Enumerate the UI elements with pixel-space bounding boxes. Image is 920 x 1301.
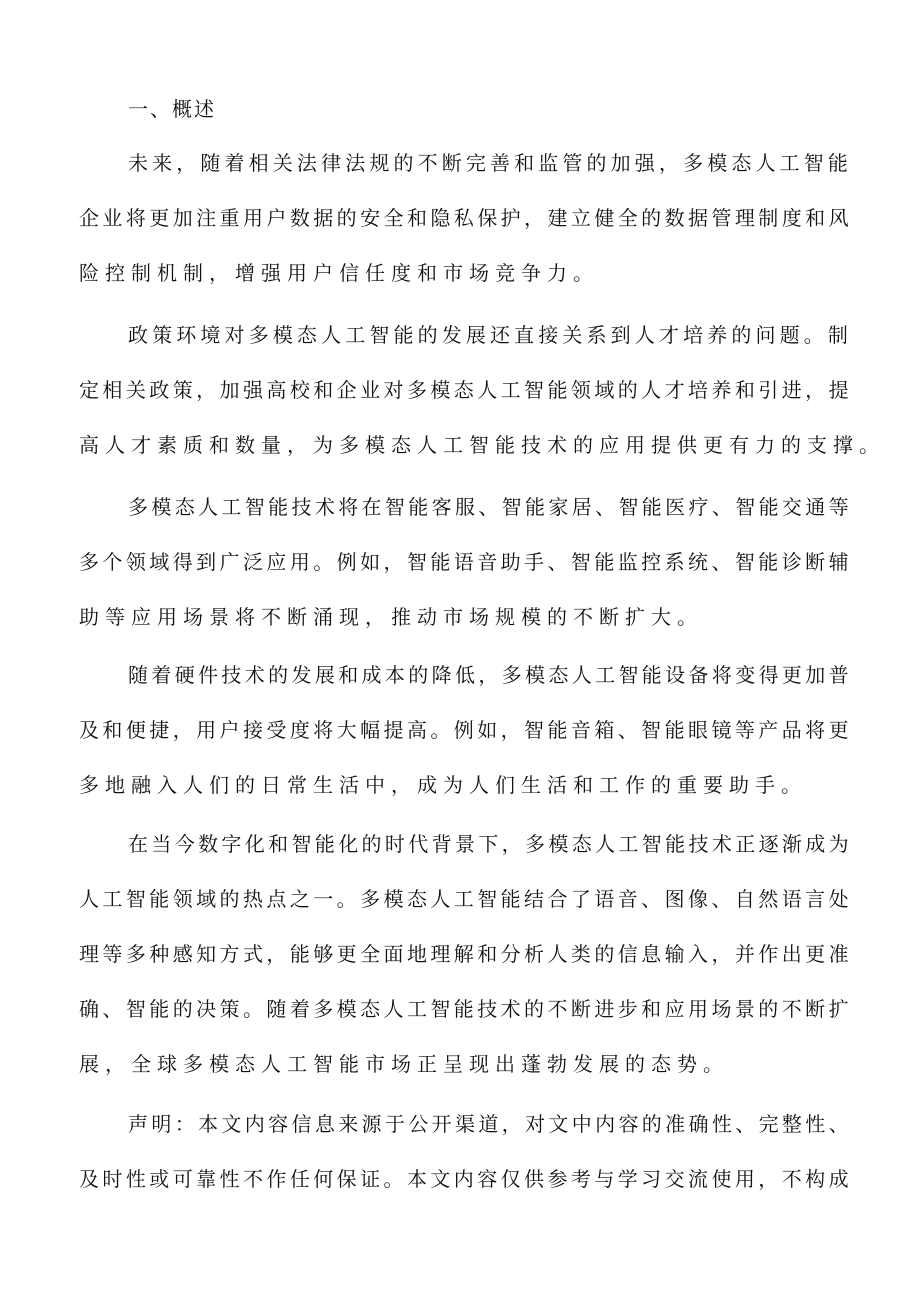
paragraph-applications-line	[0, 547, 920, 577]
text-line: 理等多种感知方式，能够更全面地理解和分析人类的信息输入，并作出更准	[79, 942, 852, 966]
text-line: 及和便捷，用户接受度将大幅提高。例如，智能音箱、智能眼镜等产品将更	[79, 718, 852, 742]
text-line: 险控制机制，增强用户信任度和市场竞争力。	[79, 261, 599, 285]
paragraph-disclaimer-line	[0, 1164, 920, 1194]
paragraph-hardware-line	[0, 660, 920, 690]
text-line: 企业将更加注重用户数据的安全和隐私保护，建立健全的数据管理制度和风	[79, 206, 852, 230]
paragraph-applications-line	[0, 602, 920, 632]
paragraph-market-trend-line	[0, 994, 920, 1024]
text-line: 确、智能的决策。随着多模态人工智能技术的不断进步和应用场景的不断扩	[79, 997, 852, 1021]
text-line: 政策环境对多模态人工智能的发展还直接关系到人才培养的问题。制	[128, 323, 852, 347]
text-line: 多个领域得到广泛应用。例如，智能语音助手、智能监控系统、智能诊断辅	[79, 550, 852, 574]
text-line: 助等应用场景将不断涌现，推动市场规模的不断扩大。	[79, 605, 703, 629]
paragraph-talent-policy-line	[0, 320, 920, 350]
text-line: 多模态人工智能技术将在智能客服、智能家居、智能医疗、智能交通等	[128, 495, 852, 519]
text-line: 随着硬件技术的发展和成本的降低，多模态人工智能设备将变得更加普	[128, 663, 852, 687]
paragraph-hardware-line	[0, 770, 920, 800]
paragraph-applications-line	[0, 492, 920, 522]
text-line: 定相关政策，加强高校和企业对多模态人工智能领域的人才培养和引进，提	[79, 378, 852, 402]
text-line: 在当今数字化和智能化的时代背景下，多模态人工智能技术正逐渐成为	[128, 832, 852, 856]
text-line: 未来，随着相关法律法规的不断完善和监管的加强，多模态人工智能	[128, 151, 852, 175]
text-line: 人工智能领域的热点之一。多模态人工智能结合了语音、图像、自然语言处	[79, 887, 852, 911]
paragraph-talent-policy-line	[0, 375, 920, 405]
text-line: 及时性或可靠性不作任何保证。本文内容仅供参考与学习交流使用，不构成	[79, 1167, 852, 1191]
paragraph-regulation-line	[0, 148, 920, 178]
text-line: 展，全球多模态人工智能市场正呈现出蓬勃发展的态势。	[79, 1052, 729, 1076]
paragraph-regulation-line	[0, 258, 920, 288]
paragraph-regulation-line	[0, 203, 920, 233]
paragraph-disclaimer-line	[0, 1109, 920, 1139]
paragraph-market-trend-line	[0, 829, 920, 859]
section-heading: 一、概述	[128, 97, 216, 121]
paragraph-market-trend-line	[0, 884, 920, 914]
text-line: 多地融入人们的日常生活中，成为人们生活和工作的重要助手。	[79, 773, 807, 797]
paragraph-market-trend-line	[0, 1049, 920, 1079]
paragraph-market-trend-line	[0, 939, 920, 969]
paragraph-talent-policy-line	[0, 430, 920, 460]
text-line: 声明：本文内容信息来源于公开渠道，对文中内容的准确性、完整性、	[128, 1112, 852, 1136]
text-line: 高人才素质和数量，为多模态人工智能技术的应用提供更有力的支撑。	[79, 433, 885, 457]
paragraph-hardware-line	[0, 715, 920, 745]
